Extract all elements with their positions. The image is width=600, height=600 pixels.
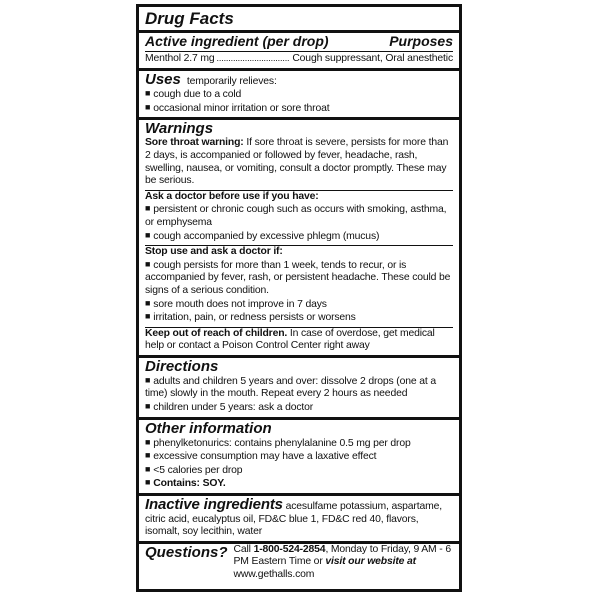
other-information-list — [145, 437, 453, 491]
uses-intro: temporarily relieves: — [186, 75, 277, 87]
ingredient-purpose: Cough suppressant, Oral anesthetic — [292, 53, 453, 64]
keep-out-label: Keep out of reach of children. — [145, 327, 288, 339]
directions-list — [145, 375, 453, 415]
warnings-heading: Warnings — [145, 120, 214, 138]
keep-out-of-reach — [145, 328, 453, 353]
sore-throat-label: Sore throat warning: — [145, 137, 244, 149]
list-item: ■ children under 5 years: ask a doctor — [145, 401, 453, 415]
list-item: ■ cough accompanied by excessive phlegm (mucus) — [145, 230, 453, 244]
sore-throat-text: If sore throat is severe, persists for more than 2 days, is accompanied or followed by fever, headache, rash, swelling, nausea, or vomiting, consult a doctor promptly. These may be serious. — [145, 137, 449, 187]
hours-text: , Monday to Friday, 9 AM - 6 PM Eastern Time or — [233, 543, 451, 568]
phone-number[interactable]: 1-800-524-2854 — [253, 543, 326, 555]
list-item: ■ occasional minor irritation or sore throat — [145, 102, 453, 116]
list-item: ■ excessive consumption may have a laxative effect — [145, 450, 453, 464]
uses-list — [145, 88, 453, 115]
inactive-ingredients-heading: Inactive ingredients — [145, 496, 283, 514]
website-link[interactable]: www.gethalls.com — [233, 569, 315, 580]
active-ingredient-heading: Active ingredient (per drop) — [145, 33, 329, 49]
ask-doctor-heading: Ask a doctor before use if you have: — [145, 190, 319, 202]
ask-doctor-list — [145, 203, 453, 243]
list-item: ■ irritation, pain, or redness persists or worsens — [145, 311, 453, 325]
questions-row — [145, 544, 453, 582]
inactive-ingredients — [145, 496, 453, 539]
list-item: ■ sore mouth does not improve in 7 days — [145, 298, 453, 312]
directions-heading: Directions — [145, 357, 219, 375]
uses-heading: Uses — [145, 70, 181, 88]
stop-use-heading: Stop use and ask a doctor if: — [145, 246, 283, 258]
drug-facts-panel — [136, 4, 462, 592]
sore-throat-warning — [145, 137, 453, 187]
list-item: ■ adults and children 5 years and over: dissolve 2 drops (one at a time) slowly in the mouth. Repeat every 2 hours as needed — [145, 375, 453, 401]
active-ingredient-row — [145, 52, 453, 66]
other-information-heading: Other information — [145, 419, 272, 437]
drug-facts-title: Drug Facts — [145, 9, 234, 28]
list-item: ■ phenylketonurics: contains phenylalanine 0.5 mg per drop — [145, 437, 453, 451]
questions-text — [234, 544, 453, 582]
active-ingredient-header — [145, 33, 453, 49]
visit-website-label: visit our website at — [325, 556, 416, 568]
keep-out-text: In case of overdose, get medical help or contact a Poison Control Center right away — [145, 327, 435, 352]
list-item: ■ cough due to a cold — [145, 88, 453, 102]
ingredient-name: Menthol 2.7 mg — [145, 53, 215, 64]
call-label: Call — [233, 543, 251, 555]
inactive-ingredients-text: acesulfame potassium, aspartame, citric acid, eucalyptus oil, FD&C blue 1, FD&C red 40, flavors, isomalt, soy lecithin, water — [145, 501, 442, 538]
list-item: ■ persistent or chronic cough such as occurs with smoking, asthma, or emphysema — [145, 203, 453, 229]
leader-dots: ............................... — [216, 53, 290, 63]
uses-header — [145, 71, 453, 89]
contains-allergen: ■ Contains: SOY. — [145, 477, 453, 491]
list-item: ■ <5 calories per drop — [145, 464, 453, 478]
purposes-heading: Purposes — [389, 33, 453, 49]
questions-heading: Questions? — [145, 543, 228, 561]
stop-use-list — [145, 259, 453, 325]
list-item: ■ cough persists for more than 1 week, tends to recur, or is accompanied by fever, rash, or persistent headache. These could be signs of a serious condition. — [145, 259, 453, 298]
